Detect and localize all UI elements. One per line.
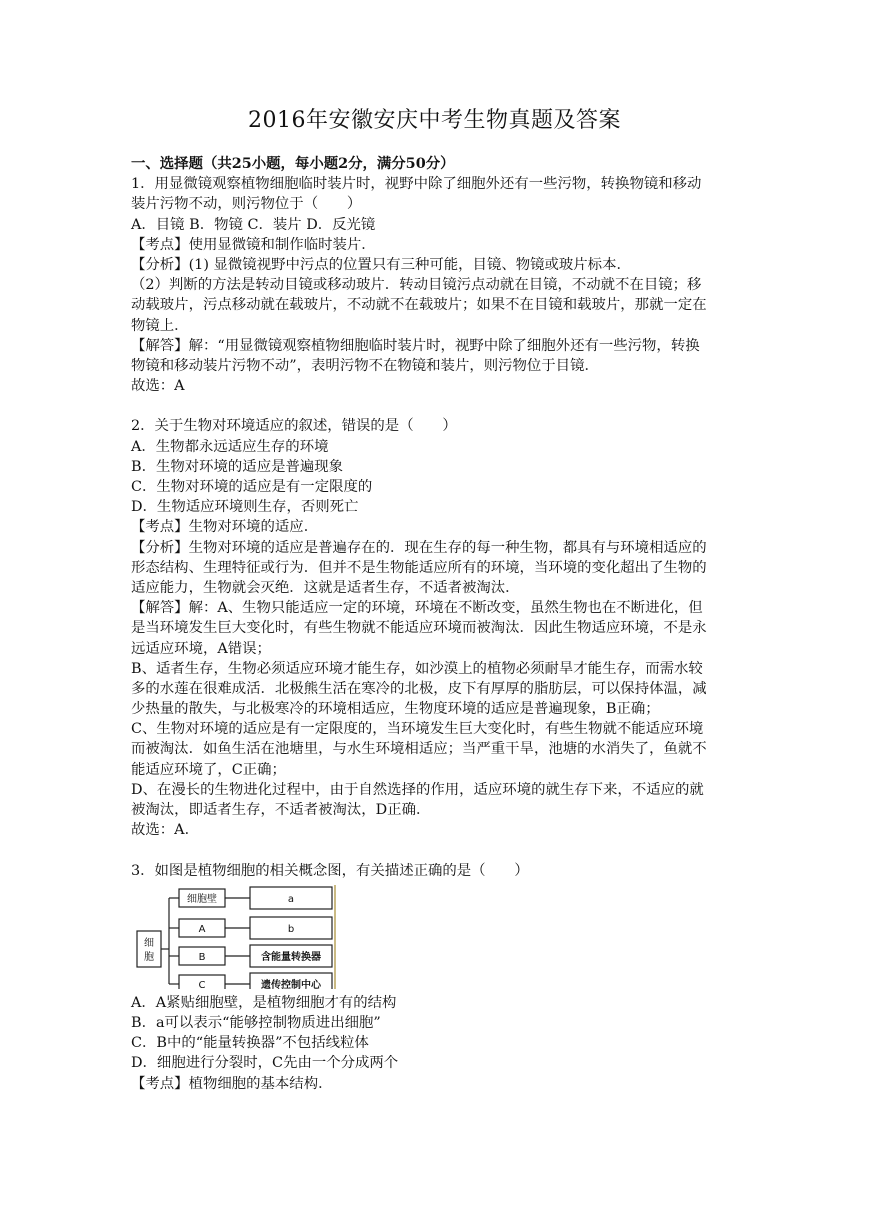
text-line: 远适应环境，A错误； <box>131 640 271 657</box>
document-body <box>131 154 741 1094</box>
text-line: 故选：A． <box>131 822 199 839</box>
text-line: 多的水莲在很难成活．北极熊生活在寒冷的北极，皮下有厚厚的脂肪层，可以保持体温，减 <box>131 680 707 697</box>
text-line: 形态结构、生理特征或行为．但并不是生物能适应所有的环境，当环境的变化超出了生物的 <box>131 559 707 576</box>
text-line: 【考点】生物对环境的适应． <box>131 519 319 536</box>
question-2 <box>131 416 741 840</box>
text-line: B．生物对环境的适应是普遍现象 <box>131 458 344 475</box>
text-line: 【分析】生物对环境的适应是普遍存在的．现在生存的每一种生物，都具有与环境相适应的 <box>131 539 707 556</box>
root-label-line1: 细 <box>144 937 154 949</box>
branch-label-cell-wall: 细胞壁 <box>187 893 217 905</box>
text-line: B．a可以表示“能够控制物质进出细胞” <box>131 1014 381 1031</box>
question-3-options <box>131 993 741 1094</box>
question-1 <box>131 174 741 396</box>
text-line: 【解答】解：“用显微镜观察植物细胞临时装片时，视野中除了细胞外还有一些污物，转换 <box>131 337 700 354</box>
question-3-stem <box>131 861 741 881</box>
section-heading: 一、选择题（共25小题，每小题2分，满分50分） <box>131 155 455 172</box>
text-line: 能适应环境了，C正确； <box>131 761 286 778</box>
text-line: 【解答】解：A、生物只能适应一定的环境，环境在不断改变，虽然生物也在不断进化，但 <box>131 600 703 617</box>
text-line: 2．关于生物对环境适应的叙述，错误的是（ ） <box>131 418 457 435</box>
text-line: D．生物适应环境则生存，否则死亡 <box>131 499 359 516</box>
text-line: C．生物对环境的适应是有一定限度的 <box>131 479 373 495</box>
target-label-energy-converter: 含能量转换器 <box>261 951 321 963</box>
text-line: 被淘汰，即适者生存，不适者被淘汰，D正确． <box>131 802 431 818</box>
page-title: 2016年安徽安庆中考生物真题及答案 <box>248 108 621 133</box>
spacer <box>131 840 741 860</box>
text-line: B、适者生存，生物必须适应环境才能生存，如沙漠上的植物必须耐旱才能生存，而需水较 <box>131 660 703 677</box>
text-line: 【考点】使用显微镜和制作临时装片． <box>131 236 376 253</box>
text-line: 3．如图是植物细胞的相关概念图，有关描述正确的是（ ） <box>131 862 529 879</box>
text-line: 动载玻片，污点移动就在载玻片，不动就不在载玻片；如果不在目镜和载玻片，那就一定在 <box>131 297 707 314</box>
concept-map-graphic <box>134 885 349 989</box>
text-line: A．目镜 B．物镜 C．装片 D．反光镜 <box>131 216 376 233</box>
text-line: 而被淘汰．如鱼生活在池塘里，与水生环境相适应；当严重干旱，池塘的水消失了，鱼就不 <box>131 741 707 758</box>
target-label-a: a <box>287 893 295 905</box>
text-line: 故选：A <box>131 378 185 395</box>
text-line: 1．用显微镜观察植物细胞临时装片时，视野中除了细胞外还有一些污物，转换物镜和移动 <box>131 176 702 193</box>
text-line: 少热量的散失，与北极寒冷的环境相适应，生物度环境的适应是普遍现象，B正确； <box>131 701 660 718</box>
target-label-genetic-control-center: 遗传控制中心 <box>261 979 321 989</box>
branch-label-a: A <box>198 923 206 935</box>
text-line: （2）判断的方法是转动目镜或移动玻片．转动目镜污点动就在目镜，不动就不在目镜；移 <box>131 277 702 294</box>
text-line: 【考点】植物细胞的基本结构． <box>131 1075 333 1092</box>
target-label-b: b <box>287 923 295 935</box>
branch-label-b: B <box>198 951 206 963</box>
text-line: C、生物对环境的适应是有一定限度的，当环境发生巨大变化时，有些生物就不能适应环境 <box>131 721 704 738</box>
text-line: D．细胞进行分裂时，C先由一个分成两个 <box>131 1055 399 1072</box>
text-line: 物镜和移动装片污物不动”，表明污物不在物镜和装片，则污物位于目镜． <box>131 357 599 374</box>
text-line: A．A紧贴细胞壁，是植物细胞才有的结构 <box>131 994 397 1011</box>
text-line: 适应能力，生物就会灭绝．这就是适者生存，不适者被淘汰． <box>131 579 520 596</box>
text-line: 物镜上． <box>131 317 189 334</box>
text-line: 【分析】(1) 显微镜视野中污点的位置只有三种可能，目镜、物镜或玻片标本． <box>131 256 631 273</box>
cell-concept-diagram <box>134 885 349 989</box>
text-line: 是当环境发生巨大变化时，有些生物就不能适应环境而被淘汰．因此生物适应环境，不是永 <box>131 620 707 637</box>
text-line: A．生物都永远适应生存的环境 <box>131 438 329 455</box>
spacer <box>131 396 741 416</box>
text-line: D、在漫长的生物进化过程中，由于自然选择的作用，适应环境的就生存下来，不适应的就 <box>131 781 704 798</box>
text-line: C．B中的“能量转换器”不包括线粒体 <box>131 1035 369 1052</box>
text-line: 装片污物不动，则污物位于（ ） <box>131 196 362 213</box>
root-label-line2: 胞 <box>144 951 154 963</box>
branch-label-c: C <box>198 979 206 989</box>
